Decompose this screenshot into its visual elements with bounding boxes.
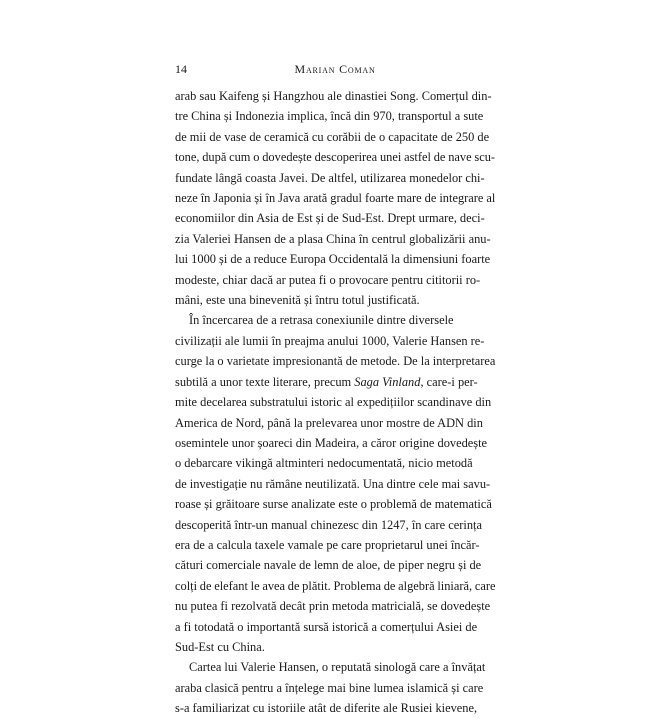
text-line: de investigație nu rămâne neutilizată. Una dintre cele mai savu- — [175, 476, 491, 491]
running-head: Marian Coman — [294, 62, 376, 76]
text-line: Cartea lui Valerie Hansen, o reputată sinologă care a învățat — [189, 660, 486, 675]
text-line: nu putea fi rezolvată decât prin metoda matricială, se dovedește — [175, 599, 491, 614]
text-line: fundate lângă coasta Javei. De altfel, utilizarea monedelor chi- — [175, 170, 485, 185]
text-line: osemintele unor șoareci din Madeira, a căror origine dovedește — [175, 435, 488, 450]
text-line: mite decelarea substratului istoric al expedițiilor scandinave din — [175, 395, 492, 410]
text-line: de mii de vase de ceramică cu corăbii de o capacitate de 250 de — [175, 129, 490, 144]
body-text — [175, 86, 495, 719]
text-line: Sud-Est cu China. — [175, 639, 265, 654]
text-line: subtilă a unor texte literare, precum Saga Vinland, care-i per- — [175, 374, 478, 389]
text-line: modeste, chiar dacă ar putea fi o provocare pentru cititorii ro- — [175, 272, 481, 287]
text-line: cături comerciale navale de lemn de aloe, de piper negru și de — [175, 558, 482, 573]
text-line: În încercarea de a retrasa conexiunile dintre diversele — [189, 313, 454, 328]
text-line: economiilor din Asia de Est și de Sud-Est. Drept urmare, deci- — [175, 211, 485, 226]
text-line: era de a calcula taxele vamale pe care proprietarul unei încăr- — [175, 537, 480, 552]
text-line: mâni, este una binevenită și întru totul justificată. — [175, 293, 420, 308]
text-line: colți de elefant le avea de plătit. Problema de algebră liniară, care — [175, 578, 496, 593]
text-line: o debarcare vikingă altminteri nedocumentată, nicio metodă — [175, 456, 473, 471]
page-number: 14 — [175, 62, 187, 76]
text-line: zia Valeriei Hansen de a plasa China în centrul globalizării anu- — [175, 231, 491, 246]
paragraph — [175, 86, 495, 310]
text-line: a fi totodată o importantă sursă istorică a comerțului Asiei de — [175, 619, 478, 634]
text-line: s-a familiarizat cu istoriile atât de diferite ale Rusiei kievene, — [175, 701, 478, 716]
text-line: descoperită într-un manual chinezesc din 1247, în care cerința — [175, 517, 482, 532]
text-line: civilizații ale lumii în preajma anului 1000, Valerie Hansen re- — [175, 333, 485, 348]
text-line: tre China și Indonezia implica, încă din 970, transportul a sute — [175, 109, 484, 124]
text-line: tone, după cum o dovedește descoperirea unei astfel de nave scu- — [175, 150, 496, 165]
paragraph — [175, 310, 495, 657]
text-line: curge la o varietate impresionantă de metode. De la interpretarea — [175, 354, 496, 369]
text-line: America de Nord, până la prelevarea unor mostre de ADN din — [175, 415, 483, 430]
text-line: araba clasică pentru a înțelege mai bine lumea islamică și care — [175, 680, 484, 695]
text-line: lui 1000 și de a reduce Europa Occidentală la dimensiuni foarte — [175, 252, 491, 267]
paragraph — [175, 657, 495, 718]
text-line: roase și grăitoare surse analizate este o problemă de matematică — [175, 497, 492, 512]
text-line: arab sau Kaifeng și Hangzhou ale dinastiei Song. Comerțul din- — [175, 89, 492, 103]
text-line: neze în Japonia și în Java arată gradul foarte mare de integrare al — [175, 191, 496, 206]
